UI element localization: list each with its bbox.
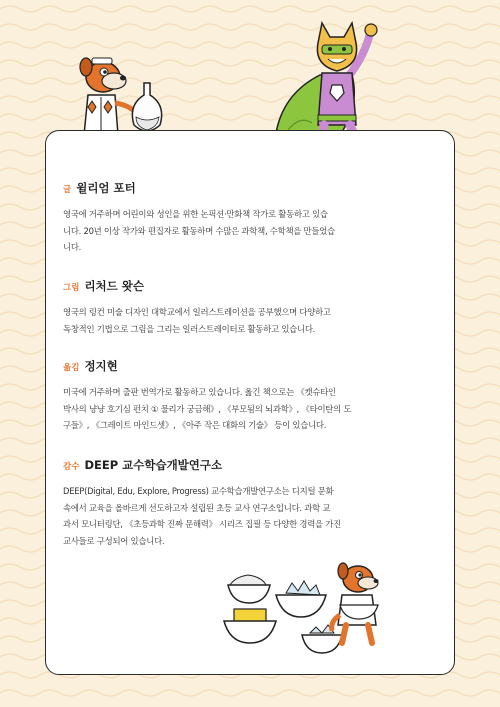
role-label: 그림	[63, 283, 80, 293]
person-name: DEEP 교수학습개발연구소	[84, 458, 223, 472]
bio-text: DEEP(Digital, Edu, Explore, Progress) 교수학습개발연구소는 디지털 문화 속에서 교육을 올바르게 선도하고자 설립된 초등 교사 연구소입니다. 과학 교 과서 모니터링단, 《초등과학 진짜 문해력》 시리즈 집필 등 다양한 경력을 가진 교사들로 구성되어 있습니다.	[63, 486, 341, 546]
bio-text: 영국의 링컨 미술 디자인 대학교에서 일러스트레이션을 공부했으며 다양하고 독창적인 기법으로 그림을 그리는 일러스트레이터로 활동하고 있습니다.	[63, 307, 331, 334]
dog-with-bowls-icon	[220, 555, 390, 665]
bio-text: 영국에 거주하며 어린이와 성인을 위한 논픽션·만화책 작가로 활동하고 있습 니다. 20년 이상 작가와 편집자로 활동하며 수많은 과학책, 수학책을 만들었습 니다.	[63, 209, 335, 252]
section-heading	[63, 278, 378, 294]
person-name: 윌리엄 포터	[76, 181, 136, 195]
illustrator-section	[63, 278, 378, 337]
person-name: 정지현	[84, 359, 118, 373]
author-section	[63, 180, 378, 256]
section-heading	[63, 457, 378, 473]
bio-text: 미국에 거주하며 출판 번역가로 활동하고 있습니다. 옮긴 책으로는 《캣슈타인 박사의 냥냥 호기심 펀치 ① 물리가 궁금해》, 《부모됨의 뇌과학》, 《타이탄의 도 구들》, 《그레이트 마인드셋》, 《아주 작은 대화의 기술》 등이 있습니다.	[63, 387, 352, 430]
section-heading	[63, 180, 378, 196]
role-label: 감수	[63, 462, 80, 472]
role-label: 글	[63, 185, 72, 195]
supervisor-section	[63, 457, 378, 549]
translator-section	[63, 358, 378, 434]
role-label: 옮김	[63, 363, 80, 373]
person-name: 리처드 왓슨	[84, 279, 144, 293]
section-heading	[63, 358, 378, 374]
